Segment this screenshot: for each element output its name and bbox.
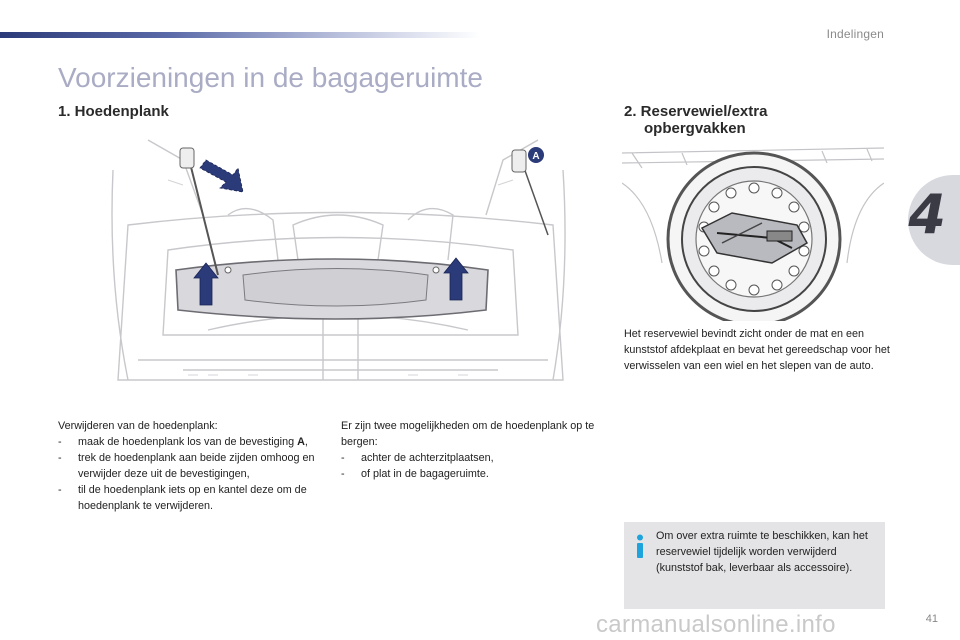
list-bullet: - xyxy=(341,452,345,464)
list-item-text: of plat in de bagageruimte. xyxy=(361,468,489,480)
list-item-text: til de hoedenplank iets op en kantel deze om de hoedenplank te verwijderen. xyxy=(78,484,307,512)
list-item xyxy=(58,434,318,450)
info-note xyxy=(624,522,885,609)
page-title: Voorzieningen in de bagageruimte xyxy=(58,62,483,93)
list-item-text: trek de hoedenplank aan beide zijden omhoog en verwijder deze uit de bevestigingen, xyxy=(78,452,315,480)
watermark: carmanualsonline.info xyxy=(596,611,836,638)
step-text-before: maak de hoedenplank los van de bevestiging xyxy=(78,436,298,448)
list-bullet: - xyxy=(341,468,345,480)
chapter-number: 4 xyxy=(908,183,946,246)
storage-intro: Er zijn twee mogelijkheden om de hoedenplank op te bergen: xyxy=(341,420,595,448)
spare-wheel-illustration xyxy=(622,143,884,321)
list-item-text xyxy=(78,434,318,450)
info-icon xyxy=(634,534,646,558)
step-bold-label: A xyxy=(297,436,305,448)
list-item xyxy=(341,450,606,466)
list-bullet: - xyxy=(58,452,62,464)
heading-line-2: opbergvakken xyxy=(644,120,746,137)
storage-options xyxy=(341,418,606,482)
list-bullet: - xyxy=(58,436,62,448)
list-item-text: achter de achterzitplaatsen, xyxy=(361,452,494,464)
list-item xyxy=(341,466,606,482)
removal-intro: Verwijderen van de hoedenplank: xyxy=(58,420,218,432)
list-item xyxy=(58,482,318,514)
step-text-after: , xyxy=(304,436,308,448)
header-gradient-bar xyxy=(0,32,480,38)
label-a-text: A xyxy=(532,151,540,162)
trunk-illustration xyxy=(108,130,570,400)
list-item xyxy=(58,450,318,482)
spare-wheel-description: Het reservewiel bevindt zicht onder de mat en een kunststof afdekplaat en bevat het gereedschap voor het verwisselen van een wiel en het slepen van de auto. xyxy=(624,328,890,372)
section-heading-spare-wheel xyxy=(624,103,767,137)
section-heading-hat-shelf: 1. Hoedenplank xyxy=(58,103,169,120)
list-bullet: - xyxy=(58,484,62,496)
info-note-text: Om over extra ruimte te beschikken, kan het reservewiel tijdelijk worden verwijderd (kunststof bak, leverbaar als accessoire). xyxy=(656,530,868,574)
heading-line-1: 2. Reservewiel/extra xyxy=(624,103,768,120)
removal-instructions xyxy=(58,418,318,514)
page-number: 41 xyxy=(925,613,938,625)
section-name: Indelingen xyxy=(826,27,884,41)
